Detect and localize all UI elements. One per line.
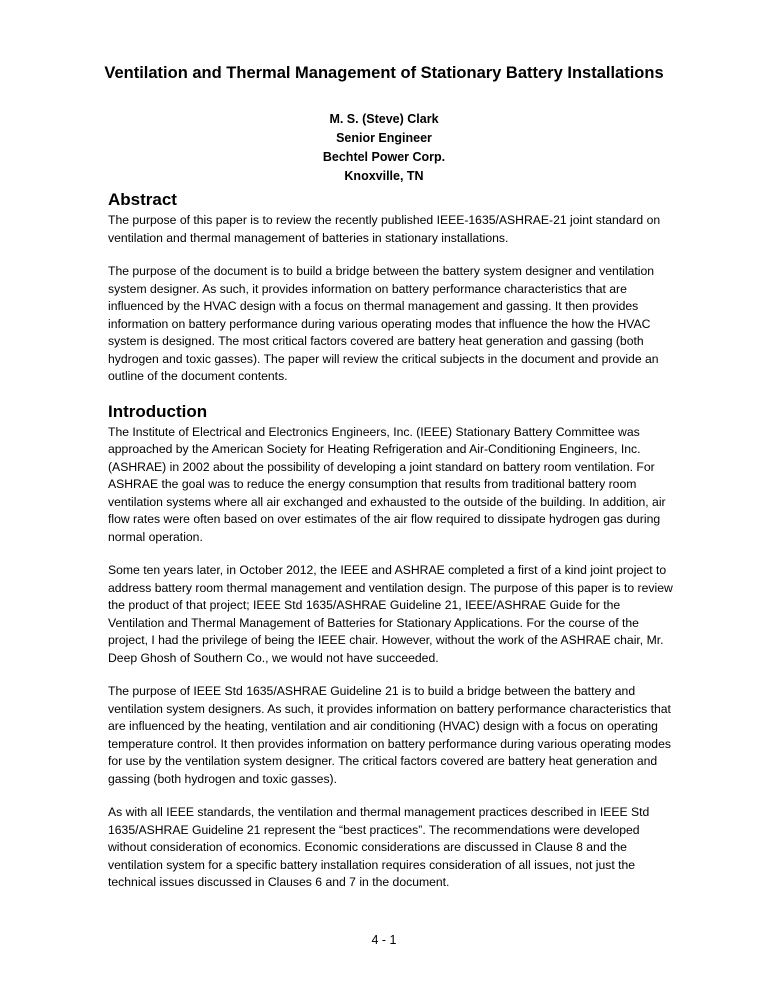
section-abstract — [108, 190, 678, 386]
intro-paragraph-3: The purpose of IEEE Std 1635/ASHRAE Guideline 21 is to build a bridge between the battery and ventilation system designers. As such, it provides information on battery performance characteristics that are influenced by the heating, ventilation and air conditioning (HVAC) design with a focus on operating temperature control. It then provides information on battery performance during various operating modes for use by the ventilation system designer. The critical factors covered are battery heat generation and gassing (both hydrogen and toxic gasses). — [108, 684, 671, 786]
author-location: Knoxville, TN — [344, 169, 424, 183]
author-company: Bechtel Power Corp. — [322, 150, 446, 164]
author-position: Senior Engineer — [336, 131, 432, 145]
abstract-paragraph-2: The purpose of the document is to build a bridge between the battery system designer and ventilation system designer. As such, it provides information on battery performance characteristics that are influenced by the HVAC design with a focus on thermal management and gassing. It then provides information on battery performance during various operating modes that influence the how the HVAC system is designed. The most critical factors covered are battery heat generation and gassing (both hydrogen and toxic gasses). The paper will review the critical subjects in the document and provide an outline of the document contents. — [108, 264, 659, 383]
section-introduction — [108, 402, 678, 892]
page-number: 4 - 1 — [371, 933, 397, 947]
paper-title: Ventilation and Thermal Management of Stationary Battery Installations — [104, 64, 664, 82]
section-heading-introduction: Introduction — [108, 401, 208, 421]
author-block — [0, 110, 768, 186]
intro-paragraph-4: As with all IEEE standards, the ventilation and thermal management practices described in IEEE Std 1635/ASHRAE Guideline 21 represent the “best practices”. The recommendations were developed without consideration of economics. Economic considerations are discussed in Clause 8 and the ventilation system for a specific battery installation requires consideration of all issues, not just the technical issues discussed in Clauses 6 and 7 in the document. — [108, 805, 650, 889]
abstract-paragraph-1: The purpose of this paper is to review the recently published IEEE-1635/ASHRAE-21 joint standard on ventilation and thermal management of batteries in stationary installations. — [108, 213, 661, 245]
intro-paragraph-2: Some ten years later, in October 2012, the IEEE and ASHRAE completed a first of a kind joint project to address battery room thermal management and ventilation design. The purpose of this paper is to review the product of that project; IEEE Std 1635/ASHRAE Guideline 21, IEEE/ASHRAE Guide for the Ventilation and Thermal Management of Batteries for Stationary Applications. For the course of the project, I had the privilege of being the IEEE chair. However, without the work of the ASHRAE chair, Mr. Deep Ghosh of Southern Co., we would not have succeeded. — [108, 563, 673, 665]
intro-paragraph-1: The Institute of Electrical and Electronics Engineers, Inc. (IEEE) Stationary Battery Committee was approached by the American Society for Heating Refrigeration and Air-Conditioning Engineers, Inc. (ASHRAE) in 2002 about the possibility of developing a joint standard on battery room ventilation. For ASHRAE the goal was to reduce the energy consumption that results from traditional battery room ventilation systems where all air exchanged and exhausted to the outside of the building. In addition, air flow rates were often based on over estimates of the air flow required to dissipate hydrogen gas during normal operation. — [108, 424, 666, 544]
author-name: M. S. (Steve) Clark — [329, 112, 439, 126]
section-heading-abstract: Abstract — [108, 190, 177, 209]
paper-body — [108, 190, 678, 908]
